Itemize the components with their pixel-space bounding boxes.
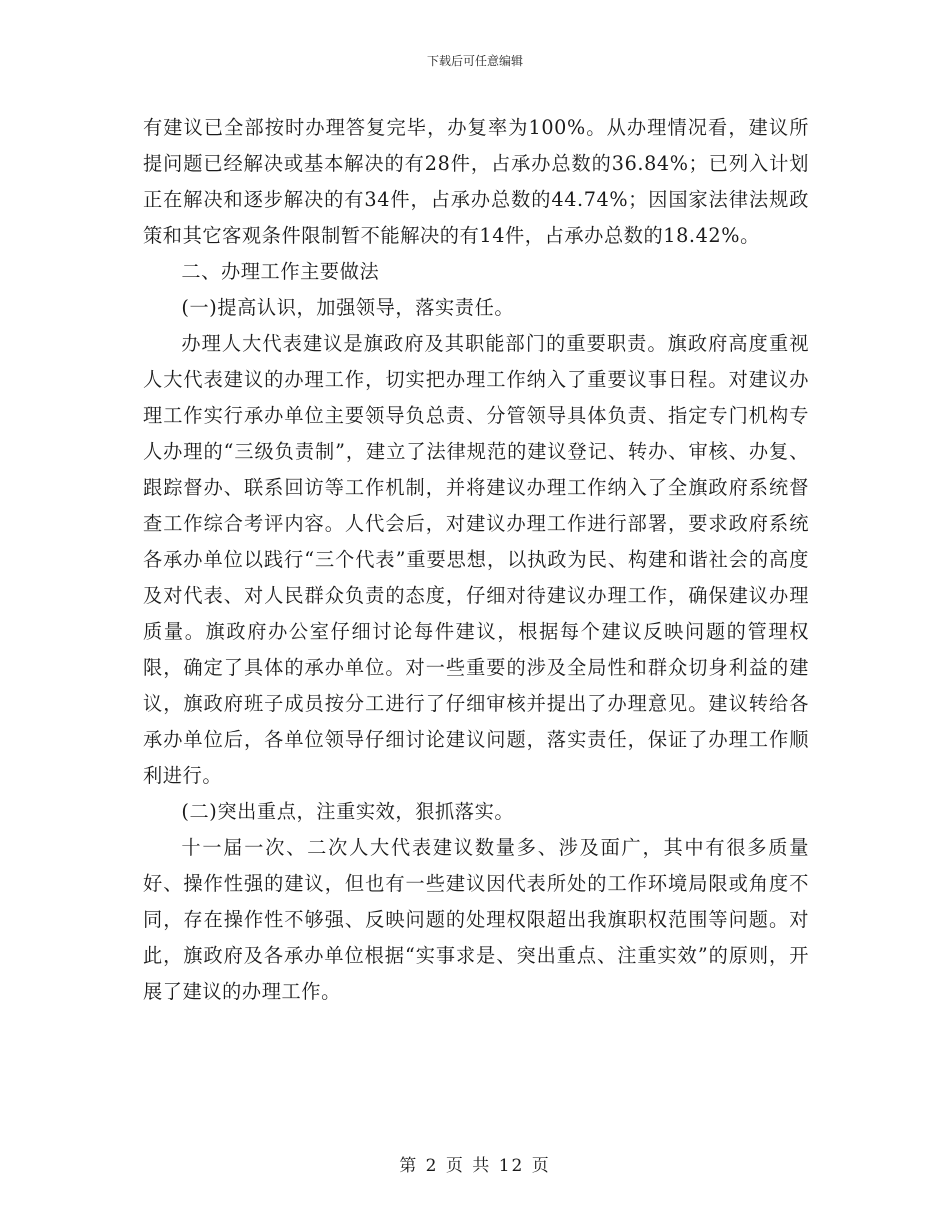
section-heading: 二、办理工作主要做法 (181, 260, 380, 283)
subsection-heading-1: (一)提高认识，加强领导，落实责任。 (181, 296, 515, 319)
paragraph-leadership: 办理人大代表建议是旗政府及其职能部门的重要职责。旗政府高度重视人大代表建议的办理工作，切实把办理工作纳入了重要议事日程。对建议办理工作实行承办单位主要领导负总责、分管领导具体负责、指定专门机构专人办理的“三级负责制”，建立了法律规范的建议登记、转办、审核、办复、跟踪督办、联系回访等工作机制，并将建议办理工作纳入了全旗政府系统督查工作综合考评内容。人代会后，对建议办理工作进行部署，要求政府系统各承办单位以践行“三个代表”重要思想，以执政为民、构建和谐社会的高度及对代表、对人民群众负责的态度，仔细对待建议办理工作，确保建议办理质量。旗政府办公室仔细讨论每件建议，根据每个建议反映问题的管理权限，确定了具体的承办单位。对一些重要的涉及全局性和群众切身利益的建议，旗政府班子成员按分工进行了仔细审核并提出了办理意见。建议转给各承办单位后，各单位领导仔细讨论建议问题，落实责任，保证了办理工作顺利进行。 (143, 332, 809, 787)
paragraph-focus: 十一届一次、二次人大代表建议数量多、涉及面广，其中有很多质量好、操作性强的建议，但也有一些建议因代表所处的工作环境局限或角度不同，存在操作性不够强、反映问题的处理权限超出我旗职权范围等问题。对此，旗政府及各承办单位根据“实事求是、突出重点、注重实效”的原则，开展了建议的办理工作。 (143, 836, 809, 1003)
subsection-heading-2: (二)突出重点，注重实效，狠抓落实。 (181, 800, 515, 823)
page-footer: 第 2 页 共 12 页 (399, 1156, 551, 1176)
page-header: 下载后可任意编辑 (426, 54, 523, 68)
paragraph-results: 有建议已全部按时办理答复完毕，办复率为100%。从办理情况看，建议所提问题已经解决或基本解决的有28件，占承办总数的36.84%；已列入计划正在解决和逐步解决的有34件，占承办总数的44.74%；因国家法律法规政策和其它客观条件限制暂不能解决的有14件，占承办总数的18.42%。 (143, 116, 809, 247)
document-body (143, 110, 809, 1010)
